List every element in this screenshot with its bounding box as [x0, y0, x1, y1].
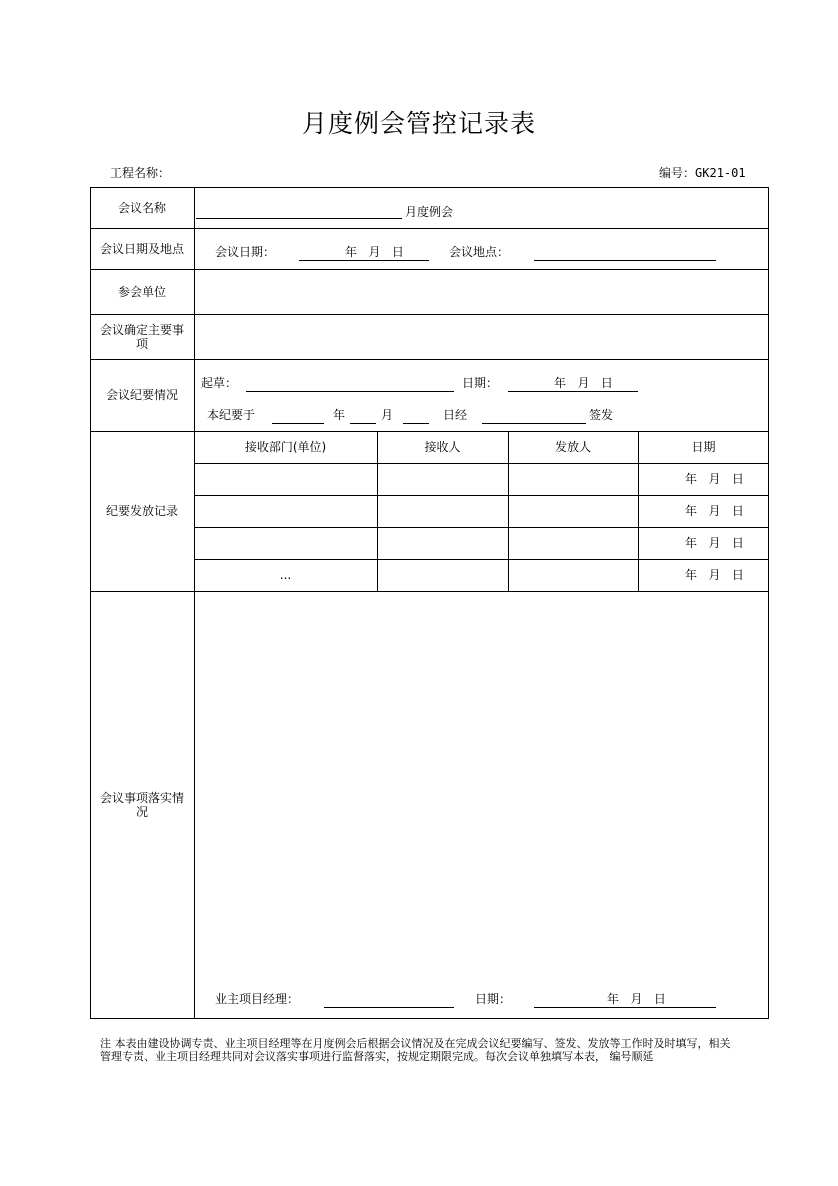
meeting-name-field[interactable]	[196, 218, 402, 219]
table-row-date: 年 月 日	[685, 504, 744, 518]
implementation-date-field[interactable]	[534, 1007, 716, 1008]
table-row-dept[interactable]: ...	[279, 568, 292, 582]
form-code	[659, 164, 746, 181]
table-row-date: 年 月 日	[685, 472, 744, 486]
row-divider	[194, 463, 769, 464]
implementation-date-label: 日期：	[475, 992, 512, 1006]
page-title: 月度例会管控记录表	[301, 109, 536, 138]
header-date: 日期	[691, 440, 716, 454]
issued-month-field[interactable]	[350, 423, 376, 424]
main-items-label: 会议确定主要事项	[100, 323, 185, 351]
header-sender: 发放人	[554, 440, 591, 454]
header-receiver: 接收人	[424, 440, 461, 454]
draft-date-label: 日期：	[462, 376, 499, 390]
issued-year-label: 年	[333, 408, 346, 422]
distribution-label: 纪要发放记录	[105, 504, 178, 518]
implementation-label: 会议事项落实情况	[100, 791, 185, 819]
meeting-place-field[interactable]	[534, 260, 716, 261]
issued-day-field[interactable]	[403, 423, 429, 424]
date-place-label: 会议日期及地点	[99, 242, 184, 256]
implementation-date-ymd: 年 月 日	[607, 992, 666, 1006]
row-divider	[90, 431, 769, 432]
draft-label: 起草：	[201, 376, 238, 390]
column-divider	[638, 431, 639, 591]
issued-day-label: 日经	[443, 408, 468, 422]
row-divider	[194, 495, 769, 496]
owner-manager-field[interactable]	[324, 1007, 454, 1008]
draft-field[interactable]	[246, 391, 454, 392]
meeting-date-label: 会议日期：	[215, 245, 276, 259]
meeting-date-ymd: 年 月 日	[345, 245, 404, 259]
draft-date-ymd: 年 月 日	[554, 376, 613, 390]
row-divider	[90, 228, 769, 229]
main-items-cell[interactable]	[195, 315, 768, 359]
column-divider	[508, 431, 509, 591]
row-divider	[194, 527, 769, 528]
form-code-label: 编号：	[659, 166, 696, 180]
row-divider	[90, 359, 769, 360]
table-row-date: 年 月 日	[685, 536, 744, 550]
draft-date-field[interactable]	[508, 391, 638, 392]
form-code-value: GK21-01	[695, 166, 746, 180]
minutes-issued-text: 本纪要于	[207, 408, 256, 422]
issued-year-field[interactable]	[272, 423, 324, 424]
meeting-date-field[interactable]	[299, 260, 429, 261]
row-divider	[194, 559, 769, 560]
attendees-label: 参会单位	[117, 285, 166, 299]
meeting-name-label: 会议名称	[117, 201, 166, 215]
meeting-place-label: 会议地点：	[449, 245, 510, 259]
minutes-label: 会议纪要情况	[105, 388, 178, 402]
issued-month-label: 月	[381, 408, 394, 422]
implementation-cell[interactable]	[195, 592, 768, 972]
signed-label: 签发	[589, 408, 614, 422]
owner-manager-label: 业主项目经理：	[215, 992, 300, 1006]
column-divider	[377, 431, 378, 591]
project-name-label: 工程名称：	[110, 166, 171, 180]
attendees-cell[interactable]	[195, 270, 768, 314]
table-row-date: 年 月 日	[685, 568, 744, 582]
meeting-name-suffix: 月度例会	[405, 205, 454, 219]
header-dept: 接收部门(单位)	[244, 440, 327, 454]
signer-field[interactable]	[482, 423, 586, 424]
footnote: 注 本表由建设协调专责、业主项目经理等在月度例会后根据会议情况及在完成会议纪要编写、签发、发放等工作时及时填写，相关管理专责、业主项目经理共同对会议落实事项进行监督落实，按规定期限完成。每次会议单独填写本表， 编号顺延	[100, 1037, 731, 1063]
